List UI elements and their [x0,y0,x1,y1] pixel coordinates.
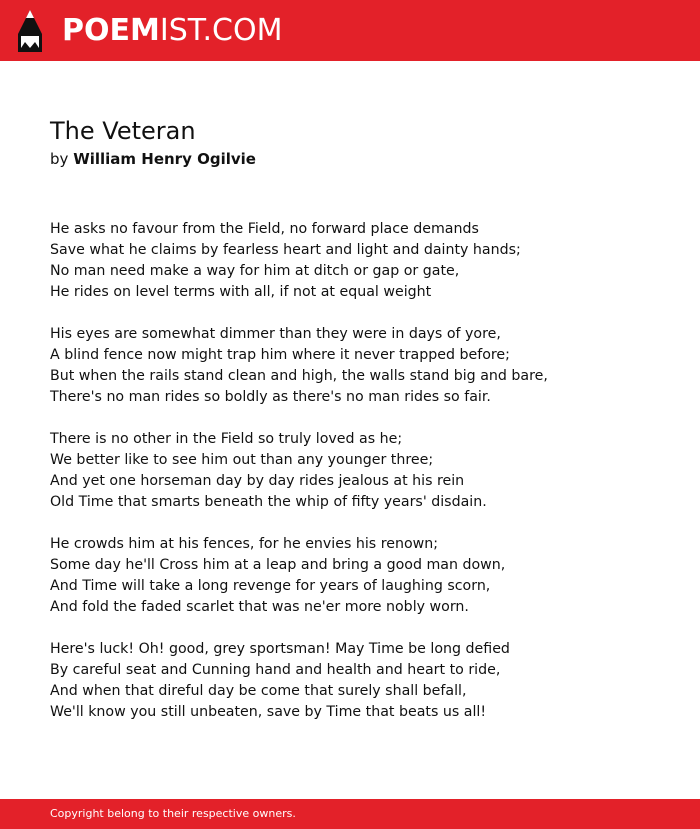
poem-line: And when that direful day be come that surely shall befall, [50,683,467,699]
stanza [50,534,670,618]
poem-line: And Time will take a long revenge for years of laughing scorn, [50,578,491,594]
poem-line: There's no man rides so boldly as there's no man rides so fair. [50,389,491,405]
poem-line: There is no other in the Field so truly loved as he; [50,431,403,447]
stanza [50,219,670,303]
site-footer [0,799,700,829]
poem-line: But when the rails stand clean and high, the walls stand big and bare, [50,368,548,384]
poem-line: He rides on level terms with all, if not at equal weight [50,284,432,300]
poem-author: William Henry Ogilvie [73,150,256,168]
logo-text-bold: POEM [62,13,160,48]
byline-prefix: by [50,150,69,168]
poem-line: Some day he'll Cross him at a leap and bring a good man down, [50,557,506,573]
site-header [0,0,700,61]
stanza [50,324,670,408]
poem-title: The Veteran [50,117,196,145]
logo-text-light: IST.COM [159,13,283,48]
poem-line: He asks no favour from the Field, no forward place demands [50,221,479,237]
stanza [50,429,670,513]
poem-line: And yet one horseman day by day rides jealous at his rein [50,473,465,489]
stanza [50,639,670,723]
poem-line: A blind fence now might trap him where it never trapped before; [50,347,510,363]
poem-line: By careful seat and Cunning hand and health and heart to ride, [50,662,501,678]
copyright-notice: Copyright belong to their respective owners. [50,807,296,820]
poem-line: Here's luck! Oh! good, grey sportsman! May Time be long defied [50,641,510,657]
poem-byline [50,149,256,169]
poem-line: His eyes are somewhat dimmer than they were in days of yore, [50,326,501,342]
site-logo[interactable] [62,11,282,51]
poem-body [50,219,670,744]
poem-line: We better like to see him out than any younger three; [50,452,434,468]
poem-line: Save what he claims by fearless heart and light and dainty hands; [50,242,521,258]
poem-line: He crowds him at his fences, for he envies his renown; [50,536,439,552]
poem-line: Old Time that smarts beneath the whip of fifty years' disdain. [50,494,487,510]
poem-line: And fold the faded scarlet that was ne'er more nobly worn. [50,599,469,615]
poem-line: We'll know you still unbeaten, save by Time that beats us all! [50,704,487,720]
pencil-icon[interactable] [18,10,42,52]
poem-line: No man need make a way for him at ditch or gap or gate, [50,263,460,279]
